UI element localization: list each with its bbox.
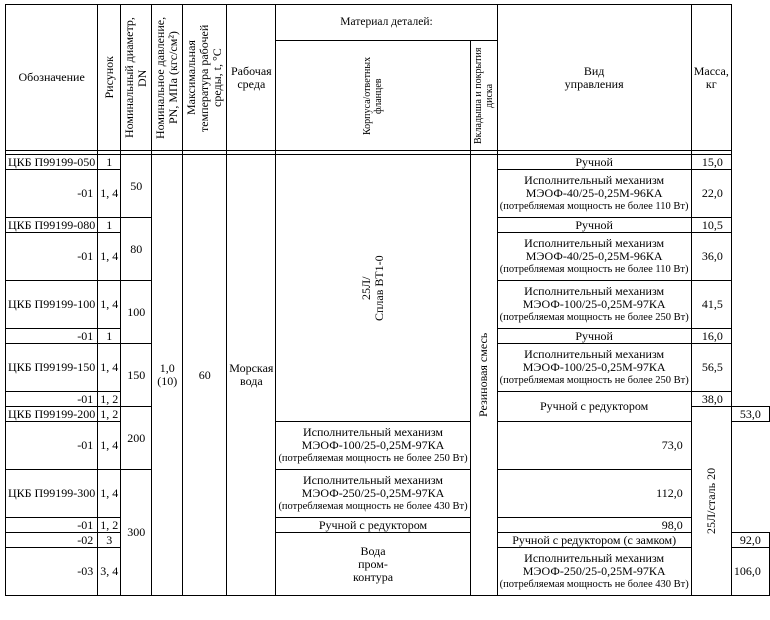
figure-cell: 1, 4 — [98, 344, 121, 392]
temp-cell: 60 — [183, 155, 227, 596]
figure-cell: 1 — [98, 218, 121, 233]
designation-cell: -01 — [6, 170, 98, 218]
header-medium: Рабочая среда — [227, 5, 276, 151]
header-control: Вид управления — [497, 5, 691, 151]
control-cell: Исполнительный механизм МЭОФ-100/25-0,25М-97КА (потребляемая мощность не более 250 Вт) — [276, 422, 470, 470]
designation-cell: -01 — [6, 329, 98, 344]
mass-cell: 10,5 — [691, 218, 731, 233]
control-cell: Исполнительный механизм МЭОФ-250/25-0,25М-97КА (потребляемая мощность не более 430 Вт) — [276, 470, 470, 518]
control-cell: Исполнительный механизм МЭОФ-250/25-0,25М-97КА (потребляемая мощность не более 430 Вт) — [497, 548, 691, 596]
control-cell: Исполнительный механизм МЭОФ-40/25-0,25М-96КА (потребляемая мощность не более 110 Вт) — [497, 233, 691, 281]
header-material-liner: Вкладыша и покрытия диска — [470, 41, 497, 151]
mass-cell: 36,0 — [691, 233, 731, 281]
mass-cell: 41,5 — [691, 281, 731, 329]
pn-cell: 1,0 (10) — [152, 155, 183, 596]
figure-cell: 1, 4 — [98, 281, 121, 329]
figure-cell: 1, 4 — [98, 422, 121, 470]
figure-cell: 1, 2 — [98, 407, 121, 422]
designation-cell: -01 — [6, 233, 98, 281]
header-row-1 — [6, 5, 770, 41]
mass-cell: 16,0 — [691, 329, 731, 344]
designation-cell: ЦКБ П99199-080 — [6, 218, 98, 233]
dn-cell: 80 — [121, 218, 152, 281]
figure-cell: 3 — [98, 533, 121, 548]
mass-cell: 22,0 — [691, 170, 731, 218]
designation-cell: -03 — [6, 548, 98, 596]
table-row — [6, 470, 770, 518]
control-cell: Ручной с редуктором — [497, 392, 691, 422]
mass-cell: 53,0 — [731, 407, 769, 422]
header-material-body: Корпуса/ответных фланцев — [276, 41, 470, 151]
figure-cell: 1, 4 — [98, 170, 121, 218]
figure-cell: 3, 4 — [98, 548, 121, 596]
control-cell: Ручной — [497, 218, 691, 233]
header-material: Материал деталей: — [276, 5, 497, 41]
figure-cell: 1, 4 — [98, 233, 121, 281]
dn-cell: 50 — [121, 155, 152, 218]
dn-cell: 200 — [121, 407, 152, 470]
material-body-2-cell: 25Л/сталь 20 — [691, 407, 731, 596]
table-row — [6, 533, 770, 548]
medium-circuit-cell: Вода пром- контура — [276, 533, 470, 596]
medium-sea-cell: Морская вода — [227, 155, 276, 596]
designation-cell: ЦКБ П99199-150 — [6, 344, 98, 392]
figure-cell: 1 — [98, 329, 121, 344]
header-designation: Обозначение — [6, 5, 98, 151]
designation-cell: ЦКБ П99199-050 — [6, 155, 98, 170]
table-row — [6, 422, 770, 470]
figure-cell: 1, 2 — [98, 392, 121, 407]
header-figure: Рисунок — [98, 5, 121, 151]
control-cell: Ручной с редуктором — [276, 518, 470, 533]
material-body-1-cell: 25Л/ Сплав ВТ1-0 — [276, 155, 470, 422]
control-cell: Ручной с редуктором (с замком) — [497, 533, 691, 548]
dn-cell: 150 — [121, 344, 152, 407]
table-row — [6, 155, 770, 170]
control-cell: Исполнительный механизм МЭОФ-100/25-0,25М-97КА (потребляемая мощность не более 250 Вт) — [497, 344, 691, 392]
mass-cell: 38,0 — [691, 392, 731, 407]
header-temp: Максимальная температура рабочей среды, t, °С — [183, 5, 227, 151]
dn-cell: 100 — [121, 281, 152, 344]
designation-cell: ЦКБ П99199-200 — [6, 407, 98, 422]
header-pn: Номинальное давление, PN, МПа (кгс/см²) — [152, 5, 183, 151]
control-cell: Исполнительный механизм МЭОФ-100/25-0,25М-97КА (потребляемая мощность не более 250 Вт) — [497, 281, 691, 329]
specification-table — [5, 4, 770, 596]
figure-cell: 1, 2 — [98, 518, 121, 533]
figure-cell: 1, 4 — [98, 470, 121, 518]
mass-cell: 106,0 — [731, 548, 769, 596]
control-cell: Ручной — [497, 155, 691, 170]
mass-cell: 56,5 — [691, 344, 731, 392]
header-mass: Масса, кг — [691, 5, 731, 151]
designation-cell: -02 — [6, 533, 98, 548]
material-liner-cell: Резиновая смесь — [470, 155, 497, 596]
dn-cell: 300 — [121, 470, 152, 596]
designation-cell: -01 — [6, 422, 98, 470]
mass-cell: 92,0 — [731, 533, 769, 548]
designation-cell: ЦКБ П99199-100 — [6, 281, 98, 329]
mass-cell: 73,0 — [497, 422, 691, 470]
designation-cell: -01 — [6, 392, 98, 407]
designation-cell: -01 — [6, 518, 98, 533]
control-cell: Ручной — [497, 329, 691, 344]
mass-cell: 112,0 — [497, 470, 691, 518]
header-dn: Номинальный диаметр, DN — [121, 5, 152, 151]
control-cell: Исполнительный механизм МЭОФ-40/25-0,25М-96КА (потребляемая мощность не более 110 Вт) — [497, 170, 691, 218]
mass-cell: 15,0 — [691, 155, 731, 170]
mass-cell: 98,0 — [497, 518, 691, 533]
figure-cell: 1 — [98, 155, 121, 170]
table-row — [6, 518, 770, 533]
designation-cell: ЦКБ П99199-300 — [6, 470, 98, 518]
